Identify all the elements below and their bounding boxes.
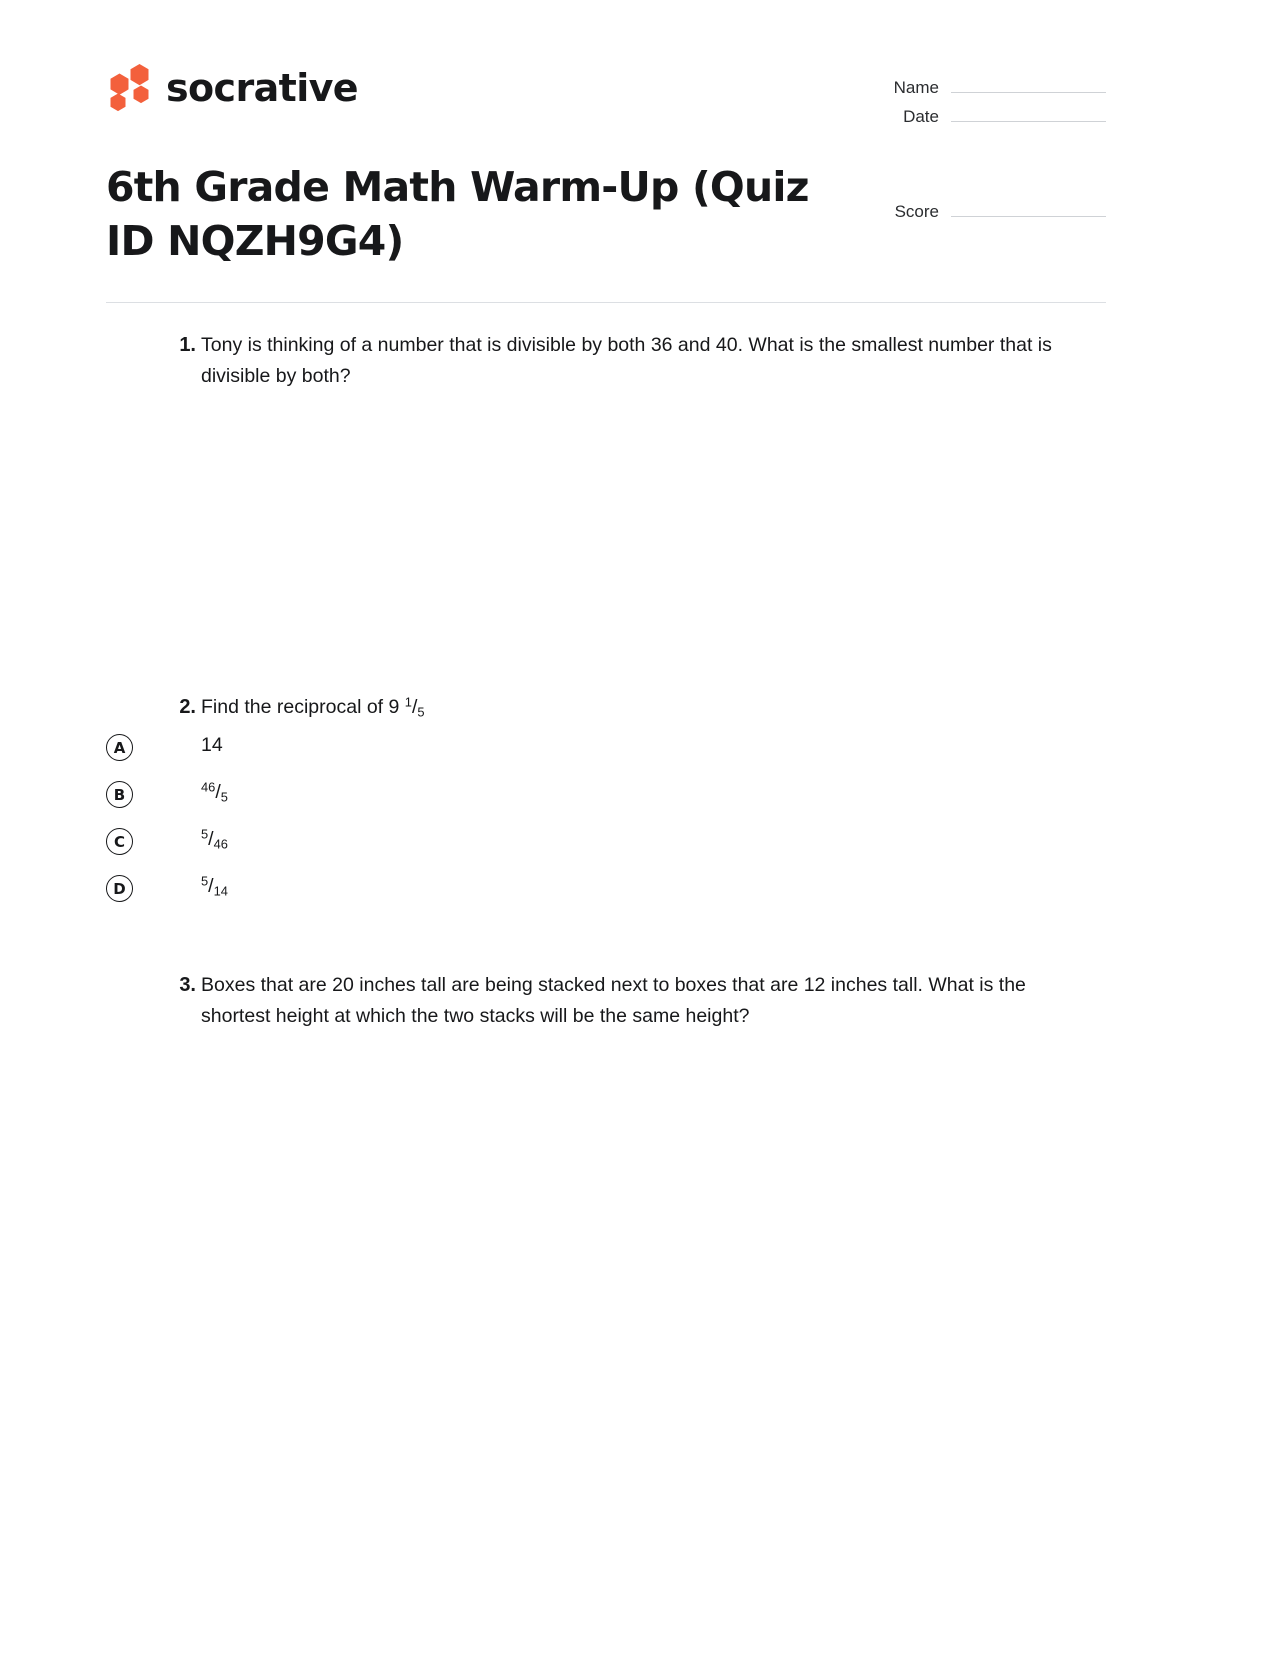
- question-number: 3.: [179, 974, 196, 997]
- brand-logo: [106, 62, 358, 112]
- question-text: Boxes that are 20 inches tall are being stacked next to boxes that are 12 inches tall. What is the shortest height at which the two stacks will be the same height?: [201, 974, 1026, 1028]
- question-text-body: Find the reciprocal of 9: [201, 695, 405, 718]
- socrative-hexagons-logo-icon: [106, 62, 152, 112]
- choice-denominator-d: 14: [213, 883, 228, 899]
- choice-denominator-c: 46: [213, 836, 228, 852]
- choice-text-c: [201, 824, 228, 855]
- date-label: Date: [903, 107, 939, 126]
- question-number: 1.: [179, 334, 196, 356]
- name-field-row: [846, 72, 1106, 101]
- choice-plain-a: 14: [201, 734, 223, 757]
- header-divider: [106, 302, 1106, 303]
- question-item: [106, 692, 1106, 919]
- answer-choice-a[interactable]: [113, 730, 1106, 777]
- answer-choices: [113, 730, 1106, 918]
- fraction-denominator: 5: [417, 704, 425, 720]
- choice-slash-d: /: [208, 875, 214, 898]
- question-text: Tony is thinking of a number that is divisible by both 36 and 40. What is the smallest number that is divisible by both?: [201, 334, 1052, 387]
- section-spacer: [106, 918, 1106, 970]
- student-meta-fields: [846, 72, 1106, 130]
- score-label: Score: [894, 202, 939, 221]
- choice-slash-b: /: [215, 781, 221, 804]
- page-title: 6th Grade Math Warm-Up (Quiz ID NQZH9G4): [106, 163, 809, 266]
- question-item: [106, 970, 1106, 1032]
- choice-denominator-b: 5: [220, 789, 228, 805]
- choice-bubble-d[interactable]: D: [106, 875, 133, 902]
- choice-bubble-c[interactable]: C: [106, 828, 133, 855]
- score-meta-field: [846, 196, 1106, 225]
- answer-choice-b[interactable]: [113, 777, 1106, 824]
- answer-choice-d[interactable]: [113, 871, 1106, 918]
- fraction-numerator: 1: [404, 693, 412, 709]
- choice-numerator-b: 46: [201, 779, 216, 795]
- question-number: 2.: [179, 695, 196, 718]
- question-item: [106, 330, 1106, 392]
- date-input-line[interactable]: [951, 101, 1106, 122]
- choice-text-b: [201, 777, 228, 808]
- answer-choice-c[interactable]: [113, 824, 1106, 871]
- name-label: Name: [893, 78, 939, 97]
- name-input-line[interactable]: [951, 72, 1106, 93]
- choice-text-d: [201, 871, 228, 902]
- choice-slash-c: /: [208, 828, 214, 851]
- score-input-line[interactable]: [951, 196, 1106, 217]
- choice-text-a: [201, 730, 223, 761]
- choice-bubble-a[interactable]: A: [106, 734, 133, 761]
- score-field-row: [846, 196, 1106, 225]
- question-text: [201, 692, 1091, 723]
- fraction-slash: /: [411, 695, 418, 718]
- questions-list: [106, 330, 1106, 1032]
- brand-name: socrative: [166, 66, 358, 110]
- choice-numerator-c: 5: [201, 826, 209, 842]
- date-field-row: [846, 101, 1106, 130]
- answer-space: [106, 392, 1106, 692]
- choice-bubble-b[interactable]: B: [106, 781, 133, 808]
- choice-numerator-d: 5: [201, 873, 209, 889]
